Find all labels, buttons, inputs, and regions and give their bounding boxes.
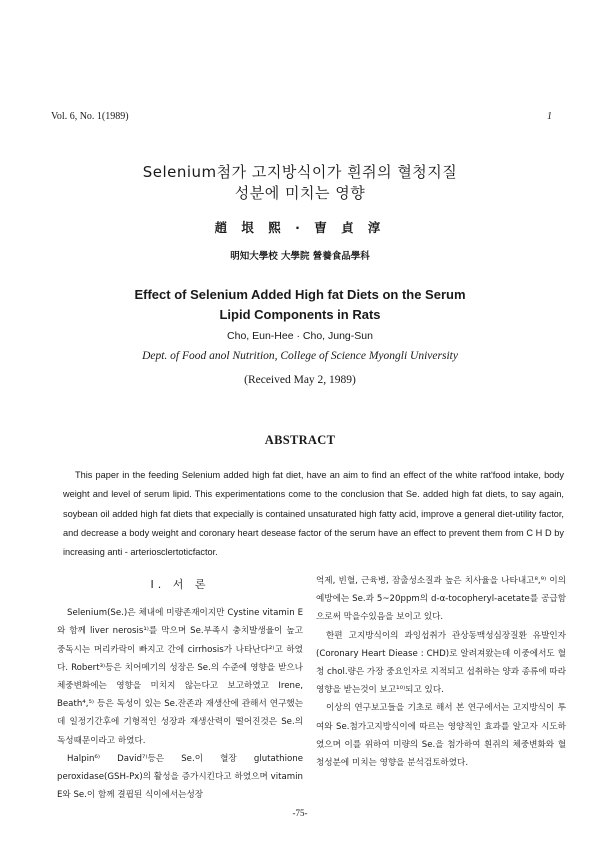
body-paragraph: 억제, 빈혈, 근육병, 잠출성소질과 높은 치사율을 나타내고⁸,⁹⁾ 이의 예방에는 Se.과 5~20ppm의 d-α-tocopheryl-acetate를 공급함으로써 막을수있음을 보이고 있다. bbox=[316, 576, 566, 623]
page-number: 1 bbox=[547, 111, 552, 122]
volume-issue: Vol. 6, No. 1(1989) bbox=[51, 111, 129, 122]
body-paragraph: 한편 고지방식이의 과잉섭취가 관상동맥성심장질환 유발인자(Coronary Heart Diease : CHD)로 알려져왔는데 이중에서도 혈청 chol.량은 가장 중요인자로 지적되고 섭취하는 양과 종류에 따라 영향을 받는것이 보고¹⁰⁾되고 있다. bbox=[316, 630, 566, 696]
korean-title-line-1: Selenium첨가 고지방식이가 흰쥐의 혈청지질 bbox=[142, 163, 458, 181]
korean-title bbox=[0, 162, 600, 204]
korean-title-line-2: 성분에 미치는 영향 bbox=[234, 184, 366, 202]
body-column-right bbox=[316, 572, 566, 772]
english-authors: Cho, Eun-Hee · Cho, Jung-Sun bbox=[227, 330, 373, 342]
abstract-heading: ABSTRACT bbox=[264, 433, 336, 447]
received-date: (Received May 2, 1989) bbox=[244, 374, 356, 386]
body-paragraph: Selenium(Se.)은 체내에 미량존재이지만 Cystine vitamin E와 함께 liver nerosis¹⁾를 막으며 Se.부족시 충치발생율이 높고 중독시는 머리카락이 빠지고 간에 cirrhosis가 나타난다²⁾고 하였다. Robert³⁾등은 치어메기의 성장은 Se.의 수준에 영향을 받으나체중변화에는 영향을 미치지 않는다고 보고하였고 Irene, Beath⁴,⁵⁾ 등은 독성이 있는 Se.잔존과 재생산에 관해서 연구했는데 일정기간후에 기형적인 성장과 재생산력이 떨어진것은 Se.의 독성때문이라고 하였다. bbox=[57, 608, 303, 746]
korean-authors: 趙 垠 熙 · 曺 貞 淳 bbox=[214, 220, 386, 235]
abstract-text: This paper in the feeding Selenium added high fat diet, have an aim to find an effect of the white rat'food intake, body weight and level of serum lipid. This experimentations come to the conclusion that Se. added high fat diets, to say again, soybean oil added high fat diets that expecially is contained unsaturated high fatty acid, improve a general diet-utility factor, and decrease a body weight and coronary heart desease factor of the serum have an effect to prevent them from C H D by increasing anti - arteriosclertoticfactor. bbox=[63, 470, 564, 558]
page-folio: -75- bbox=[292, 808, 308, 818]
english-title bbox=[0, 285, 600, 325]
korean-affiliation: 明知大學校 大學院 營養食品學科 bbox=[230, 251, 370, 262]
body-column-left bbox=[57, 576, 303, 804]
body-paragraph: 이상의 연구보고들을 기초로 해서 본 연구에서는 고지방식이 투여와 Se.첨가고지방식이에 따르는 영양적인 효과를 알고자 시도하였으며 이를 위하여 미량의 Se.을 첨가하여 흰쥐의 체중변화와 혈청성분에 미치는 영향을 분석검토하였다. bbox=[316, 703, 566, 769]
section-title-introduction: I. 서 론 bbox=[150, 578, 210, 591]
english-title-line-2: Lipid Components in Rats bbox=[219, 307, 381, 322]
body-paragraph: Halpin⁶⁾ David⁷⁾등은 Se.이 혈장 glutathione peroxidase(GSH-Px)의 활성을 증가시킨다고 하였으며 vitamin E와 Se.이 함께 결핍된 식이에서는성장 bbox=[57, 753, 303, 801]
running-head bbox=[51, 111, 552, 122]
english-title-line-1: Effect of Selenium Added High fat Diets on the Serum bbox=[134, 287, 466, 302]
english-affiliation: Dept. of Food anol Nutrition, College of Science Myongli University bbox=[142, 350, 458, 362]
